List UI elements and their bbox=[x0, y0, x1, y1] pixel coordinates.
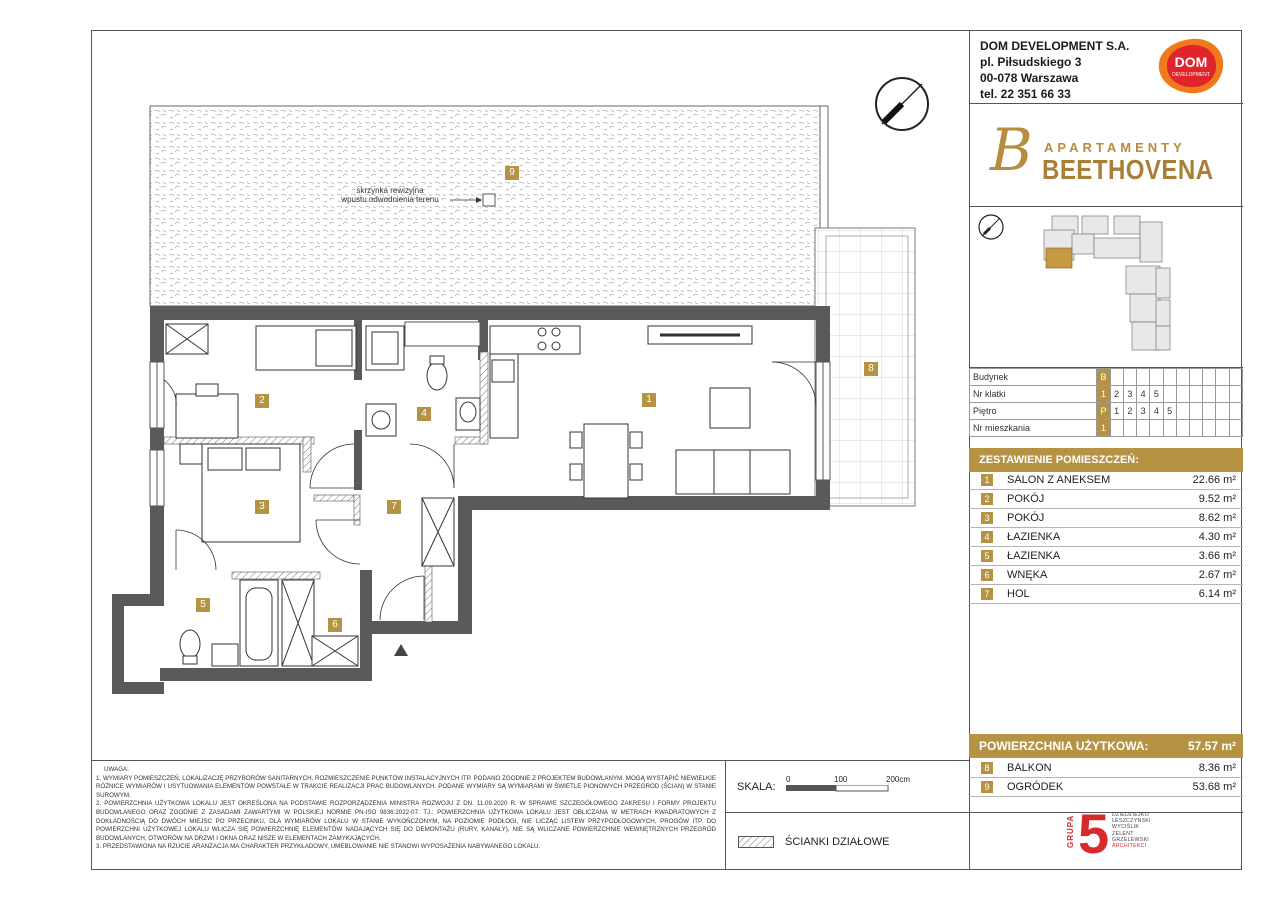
extra-name: BALKON bbox=[1007, 762, 1052, 774]
floor-value: 1 bbox=[1110, 403, 1123, 420]
room-number: 3 bbox=[981, 512, 993, 524]
extra-name: OGRÓDEK bbox=[1007, 781, 1064, 793]
floor-label: Piętro bbox=[970, 403, 1097, 420]
rooms-heading: ZESTAWIENIE POMIESZCZEŃ: bbox=[969, 448, 1243, 472]
floor-row bbox=[970, 403, 1243, 420]
total-area-bar bbox=[969, 734, 1243, 758]
room-name: HOL bbox=[1007, 588, 1030, 600]
room-name: ŁAZIENKA bbox=[1007, 531, 1061, 543]
inspection-note-line1: skrzynka rewizyjna bbox=[356, 186, 424, 195]
scale-tick-0: 0 bbox=[786, 775, 791, 784]
plan-label-garden: 9 bbox=[505, 166, 519, 180]
room-number: 7 bbox=[981, 588, 993, 600]
note-item: 2. POWIERZCHNIA UŻYTKOWA LOKALU JEST OKREŚLONA NA PODSTAWIE ROZPORZĄDZENIA MINISTRA ROZWOJU Z DN. 11.09.2020 R. W SPRAWIE SZCZEGÓŁOWEGO ZAKRESU I FORMY PROJEKTU BUDOWLANEGO ORAZ ZGODNIE Z ZASADAMI ZAWARTYMI W POLSKIEJ NORMIE PN-ISO 9836:2022-07. TJ.: POWIERZCHNIA UŻYTKOWA LOKALU JEST OBLICZANA W METRACH KWADRATOWYCH Z DOKŁADNOŚCIĄ DO DWÓCH MIEJSC PO PRZECINKU, DLA WYMIARÓW LOKALU W STANIE WYKOŃCZONYM, NA POZIOMIE PODŁOGI, NIE LICZĄC LISTEW PRZYPODŁOGOWYCH, PROGÓW ITP. DO POWIERZCHNI UŻYTKOWEJ LOKALU WLICZA SIĘ POWIERZCHNIĘ ELEMENTÓW NADAJĄCYCH SIĘ DO DEMONTAŻU (RURY, KANAŁY), NIE SĄ WLICZANE POWIERZCHNIE WEWNĘTRZNYCH PRZEGRÓD BUDOWLANYCH, OTWORÓW NA DRZWI I OKNA ORAZ NISZE W ELEMENTACH ZAMYKAJĄCYCH. bbox=[96, 800, 716, 842]
room-area: 2.67 m² bbox=[1198, 569, 1236, 581]
company-info bbox=[980, 38, 1129, 102]
plan-label-bath4: 4 bbox=[417, 407, 431, 421]
notes-title: UWAGA: bbox=[104, 766, 129, 773]
brand-monogram: B bbox=[990, 116, 1033, 184]
apartment-row bbox=[970, 420, 1243, 437]
staircase-value: 3 bbox=[1123, 386, 1136, 403]
architect-name: ARCHITEKCI bbox=[1112, 843, 1147, 850]
architect-name: GRZELEWSKI bbox=[1112, 836, 1150, 843]
key-plan bbox=[972, 208, 1240, 366]
plan-label-hall7: 7 bbox=[387, 500, 401, 514]
notes-block bbox=[96, 766, 716, 852]
furniture bbox=[166, 324, 790, 666]
room-number: 1 bbox=[981, 474, 993, 486]
company-name: DOM DEVELOPMENT S.A. bbox=[980, 39, 1130, 53]
keyplan-compass-icon bbox=[979, 215, 1003, 239]
keyplan-buildings bbox=[1044, 216, 1170, 350]
room-name: ŁAZIENKA bbox=[1007, 550, 1061, 562]
apartment-label: Nr mieszkania bbox=[970, 420, 1097, 437]
room-row bbox=[969, 490, 1243, 509]
extra-row bbox=[969, 759, 1243, 778]
total-area-label: POWIERZCHNIA UŻYTKOWA: bbox=[979, 739, 1149, 753]
room-row bbox=[969, 509, 1243, 528]
room-number: 5 bbox=[981, 550, 993, 562]
extra-number: 8 bbox=[981, 762, 993, 774]
plan-label-room2: 2 bbox=[255, 394, 269, 408]
logo-text: DOM bbox=[1174, 54, 1208, 70]
logo-subtext: DEVELOPMENT bbox=[1172, 72, 1210, 78]
extra-area: 8.36 m² bbox=[1198, 762, 1236, 774]
room-name: POKÓJ bbox=[1007, 512, 1045, 524]
room-number: 6 bbox=[981, 569, 993, 581]
building-value: B bbox=[1097, 369, 1110, 386]
entrance-marker-icon bbox=[394, 644, 408, 656]
room-area: 4.30 m² bbox=[1198, 531, 1236, 543]
room-row bbox=[969, 547, 1243, 566]
staircase-row bbox=[970, 386, 1243, 403]
architect-number: 5 bbox=[1078, 802, 1110, 865]
dom-development-logo bbox=[1155, 37, 1227, 95]
architect-names bbox=[1112, 812, 1151, 849]
floor-value: 3 bbox=[1137, 403, 1150, 420]
note-item: 3. PRZEDSTAWIONA NA RZUCIE ARANŻACJA MA CHARAKTER PRZYKŁADOWY, UMEBLOWANIE NIE STANOWI WYPOSAŻENIA NABYWANEGO LOKALU. bbox=[96, 843, 541, 851]
building-table bbox=[969, 368, 1243, 437]
room-number: 2 bbox=[981, 493, 993, 505]
extra-number: 9 bbox=[981, 781, 993, 793]
scale-tick-200: 200cm bbox=[886, 775, 911, 784]
room-area: 3.66 m² bbox=[1198, 550, 1236, 562]
note-item: 1. WYMIARY POMIESZCZEŃ, LOKALIZACJĘ PRZYBORÓW SANITARNYCH, ROZMIESZCZENIE PUNKTÓW INSTALACYJNYCH ITP. PODANO ZGODNIE Z PROJEKTEM BUDOWLANYM. MOGĄ WYSTĄPIĆ NIEWIELKIE RÓŻNICE WYMIARÓW I USYTUOWANIA ELEMENTÓW POWSTAŁE W TRAKCIE REALIZACJI PRAC BUDOWLANYCH. PODANE WYMIARY SĄ WYMIARAMI W ŚWIETLE PIONOWYCH PRZEGRÓD (ŚCIAN) W STANIE SUROWYM. bbox=[96, 774, 716, 799]
staircase-value: 1 bbox=[1097, 386, 1110, 403]
architect-name: WYCIŚLIK bbox=[1112, 824, 1140, 831]
company-address-city: 00-078 Warszawa bbox=[980, 71, 1079, 85]
building-label: Budynek bbox=[970, 369, 1097, 386]
floor-value: 2 bbox=[1123, 403, 1136, 420]
room-area: 8.62 m² bbox=[1198, 512, 1236, 524]
room-name: POKÓJ bbox=[1007, 493, 1045, 505]
brand-divider bbox=[969, 206, 1243, 207]
scale-label: SKALA: bbox=[737, 781, 776, 793]
plan-label-niche6: 6 bbox=[328, 618, 342, 632]
floor-value: 4 bbox=[1150, 403, 1163, 420]
staircase-value: 4 bbox=[1137, 386, 1150, 403]
room-row bbox=[969, 585, 1243, 604]
room-area: 6.14 m² bbox=[1198, 588, 1236, 600]
room-number: 4 bbox=[981, 531, 993, 543]
room-row bbox=[969, 471, 1243, 490]
plan-label-balcony: 8 bbox=[864, 362, 878, 376]
plan-label-room3: 3 bbox=[255, 500, 269, 514]
architect-name: DZIEDZIEJKO bbox=[1112, 812, 1150, 818]
notes-divider bbox=[91, 760, 969, 761]
partition-legend-swatch bbox=[738, 836, 774, 848]
room-row bbox=[969, 528, 1243, 547]
company-address-street: pl. Piłsudskiego 3 bbox=[980, 55, 1082, 69]
header-divider bbox=[969, 103, 1243, 104]
architect-name: ZELENT bbox=[1112, 830, 1134, 837]
brand-line1: APARTAMENTY bbox=[1044, 140, 1186, 155]
partition-legend-label: ŚCIANKI DZIAŁOWE bbox=[785, 836, 890, 848]
notes-scale-divider bbox=[725, 760, 726, 870]
total-area-value: 57.57 m² bbox=[1187, 739, 1236, 753]
scale-bar bbox=[786, 785, 916, 793]
inspection-note-line2: wpustu odwodnienia terenu bbox=[341, 195, 439, 204]
extra-row bbox=[969, 778, 1243, 797]
staircase-value: 5 bbox=[1150, 386, 1163, 403]
brand-logo bbox=[990, 118, 1230, 190]
staircase-value: 2 bbox=[1110, 386, 1123, 403]
room-name: SALON Z ANEKSEM bbox=[1007, 474, 1111, 486]
room-name: WNĘKA bbox=[1007, 569, 1048, 581]
architect-grupa: GRUPA bbox=[1066, 814, 1075, 848]
compass-icon bbox=[876, 78, 928, 130]
keyplan-selected-unit bbox=[1046, 248, 1072, 268]
building-row bbox=[970, 369, 1243, 386]
inspection-note bbox=[330, 186, 450, 204]
plan-label-salon: 1 bbox=[642, 393, 656, 407]
floor-value: 5 bbox=[1163, 403, 1176, 420]
inspection-box bbox=[483, 194, 495, 206]
architect-name: LESZCZYŃSKI bbox=[1112, 818, 1151, 825]
architect-logo bbox=[1066, 802, 1156, 868]
brand-line2: BEETHOVENA bbox=[1042, 154, 1214, 185]
company-phone: tel. 22 351 66 33 bbox=[980, 87, 1071, 101]
room-row bbox=[969, 566, 1243, 585]
floor-value: P bbox=[1097, 403, 1110, 420]
staircase-label: Nr klatki bbox=[970, 386, 1097, 403]
scale-tick-100: 100 bbox=[834, 775, 848, 784]
room-area: 22.66 m² bbox=[1192, 474, 1236, 486]
room-area: 9.52 m² bbox=[1198, 493, 1236, 505]
apartment-value: 1 bbox=[1097, 420, 1110, 437]
extra-area: 53.68 m² bbox=[1192, 781, 1236, 793]
scale-legend-divider bbox=[725, 812, 969, 813]
plan-label-bath5: 5 bbox=[196, 598, 210, 612]
